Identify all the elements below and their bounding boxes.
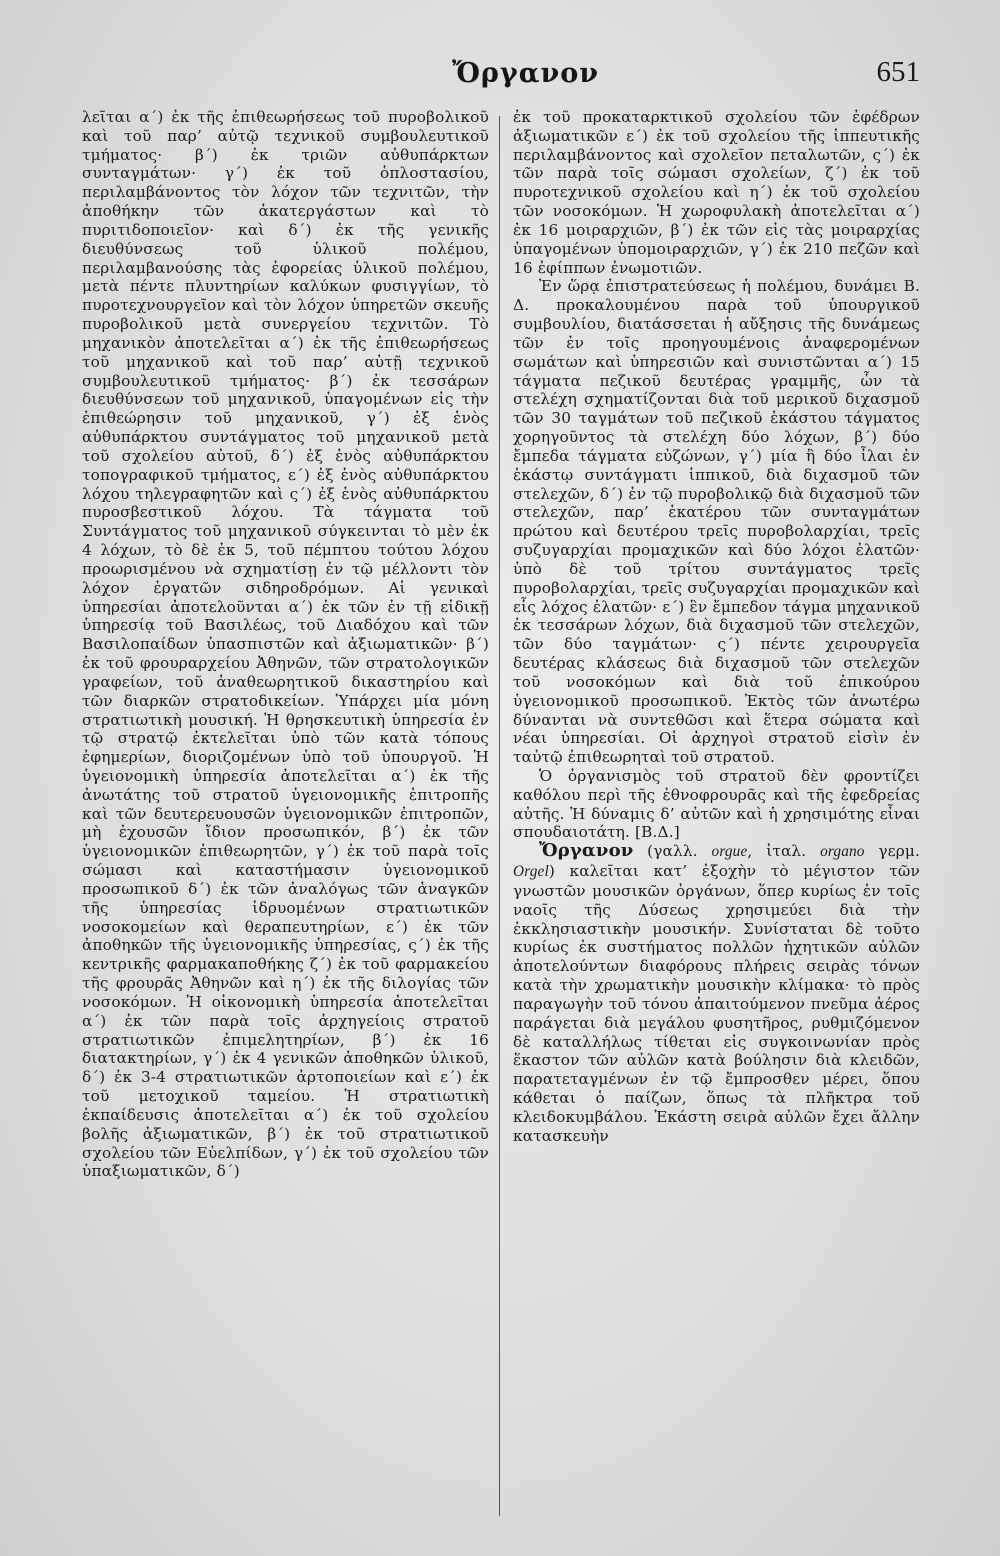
etymology-separator: γερμ. xyxy=(864,842,920,861)
column-divider xyxy=(499,116,500,1516)
paragraph: Ἐν ὥρᾳ ἐπιστρατεύσεως ἡ πολέμου, δυνάμει Β. Δ. προκαλουμένου παρὰ τοῦ ὑπουργικοῦ συμβουλίου, διατάσσεται ἡ αὔξησις τῆς δυνάμεως τῶν ἐν τοῖς προηγουμένοις ἀναφερομένων σωμάτων καὶ ὑπηρεσιῶν καὶ συνιστῶνται α΄) 15 τάγματα πεζικοῦ δευτέρας γραμμῆς, ὧν τὰ στελέχη σχηματίζονται διὰ τοῦ μερικοῦ διχασμοῦ τῶν 30 ταγμάτων τοῦ πεζικοῦ ἑκάστου τάγματος χορηγοῦντος τὰ στελέχη δύο λόχων, β΄) δύο ἔμπεδα τάγματα εὐζώνων, γ΄) μία ἢ δύο ἶλαι ἐν ἑκάστῳ συντάγματι ἱππικοῦ, διὰ διχασμοῦ τῶν στελεχῶν, δ΄) ἐν τῷ πυροβολικῷ διὰ διχασμοῦ τῶν στελεχῶν, παρ’ ἑκατέρου τῶν συνταγμάτων πρώτου καὶ δευτέρου τρεῖς πυροβολαρχίαι, τρεῖς συζυγαρχίαι προμαχικῶν καὶ δύο λόχοι ἐλατῶν· ὑπὸ δὲ τοῦ τρίτου συντάγματος τρεῖς πυροβολαρχίαι, τρεῖς συζυγαρχίαι προμαχικῶν καὶ εἷς λόχος ἐλατῶν· ε΄) ἓν ἔμπεδον τάγμα μηχανικοῦ ἐκ τεσσάρων λόχων, διὰ διχασμοῦ τῶν στελεχῶν, τῶν δύο ταγμάτων· ς΄) πέντε χειρουργεῖα δευτέρας κλάσεως διὰ διχασμοῦ τῶν στελεχῶν τοῦ νοσοκόμων καὶ διὰ τοῦ ἐπικούρου ὑγειονομικοῦ προσωπικοῦ. Ἐκτὸς τῶν ἀνωτέρω δύνανται νὰ συντεθῶσι καὶ ἕτερα σώματα καὶ νέαι ὑπηρεσίαι. Οἱ ἀρχηγοὶ στρατοῦ εἰσὶν ἐν ταὐτῷ ἐπιθεωρηταὶ τοῦ στρατοῦ. xyxy=(513,277,920,767)
paragraph: λεῖται α΄) ἐκ τῆς ἐπιθεωρήσεως τοῦ πυροβολικοῦ καὶ τοῦ παρ’ αὐτῷ τεχνικοῦ συμβουλευτικοῦ τμήματος· β΄) ἐκ τριῶν αὐθυπάρκτων συνταγμάτων· γ΄) ἐκ τοῦ ὁπλοστασίου, περιλαμβάνοντος τὸν λόχον τῶν τεχνιτῶν, τὴν ἀποθήκην τῶν ἀκατεργάστων καὶ τὸ πυριτιδοποιεῖον· καὶ δ΄) ἐκ τῆς γενικῆς διευθύνσεως τοῦ ὑλικοῦ πολέμου, περιλαμβανούσης τὰς ἐφορείας ὑλικοῦ πολέμου, μετὰ πέντε πλυντηρίων καλύκων φυσιγγίων, τὸ πυροτεχνουργεῖον καὶ τὸν λόχον ὑπηρετῶν σκευῆς πυροβολικοῦ μετὰ συνεργείου τεχνιτῶν. Τὸ μηχανικὸν ἀποτελεῖται α΄) ἐκ τῆς ἐπιθεωρήσεως τοῦ μηχανικοῦ καὶ τοῦ παρ’ αὐτῇ τεχνικοῦ συμβουλευτικοῦ τμήματος· β΄) ἐκ τεσσάρων διευθύνσεων τοῦ μηχανικοῦ, ὑπαγομένων εἰς τὴν ἐπιθεώρησιν τοῦ μηχανικοῦ, γ΄) ἐξ ἑνὸς αὐθυπάρκτου συντάγματος τοῦ μηχανικοῦ μετὰ τοῦ σχολείου αὐτοῦ, δ΄) ἐξ ἑνὸς αὐθυπάρκτου τοπογραφικοῦ τμήματος, ε΄) ἐξ ἑνὸς αὐθυπάρκτου λόχου τηλεγραφητῶν καὶ ς΄) ἐξ ἑνὸς αὐθυπάρκτου πυροσβεστικοῦ λόχου. Τὰ τάγματα τοῦ Συντάγματος τοῦ μηχανικοῦ σύγκεινται τὸ μὲν ἐκ 4 λόχων, τὸ δὲ ἐκ 5, τοῦ πέμπτου τούτου λόχου προωρισμένου νὰ σχηματίσῃ ἐν τῷ μέλλοντι τὸν λόχον ἐργατῶν σιδηροδρόμων. Αἱ γενικαὶ ὑπηρεσίαι ἀποτελοῦνται α΄) ἐκ τῶν ἐν τῇ εἰδικῇ ὑπηρεσίᾳ τοῦ Βασιλέως, τοῦ Διαδόχου καὶ τῶν Βασιλοπαίδων ὑπασπιστῶν καὶ ἀξιωματικῶν· β΄) ἐκ τοῦ φρουραρχείου Ἀθηνῶν, τῶν στρατολογικῶν γραφείων, τοῦ ἀναθεωρητικοῦ δικαστηρίου καὶ τῶν διαρκῶν στρατοδικείων. Ὑπάρχει μία μόνη στρατιωτικὴ μουσική. Ἡ θρησκευτικὴ ὑπηρεσία ἐν τῷ στρατῷ ἐκτελεῖται ὑπὸ τῶν κατὰ τόπους ἐφημερίων, διοριζομένων ὑπὸ τοῦ ὑπουργοῦ. Ἡ ὑγειονομικὴ ὑπηρεσία ἀποτελεῖται α΄) ἐκ τῆς ἀνωτάτης τοῦ στρατοῦ ὑγειονομικῆς ἐπιτροπῆς καὶ τῶν δευτερευουσῶν ὑγειονομικῶν ἐπιτροπῶν, μὴ ἐχουσῶν ἴδιον προσωπικόν, β΄) ἐκ τῶν ὑγειονομικῶν ἐπιθεωρητῶν, γ΄) ἐκ τοῦ παρὰ τοῖς σώμασι καὶ καταστήμασιν ὑγειονομικοῦ προσωπικοῦ δ΄) ἐκ τῶν ἀναλόγως τῶν ἀναγκῶν τῆς ὑπηρεσίας ἱδρυομένων στρατιωτικῶν νοσοκομείων καὶ θεραπευτηρίων, ε΄) ἐκ τῶν ἀποθηκῶν τῆς ὑγειονομικῆς ὑπηρεσίας, ς΄) ἐκ τῆς κεντρικῆς φαρμακαποθήκης ζ΄) ἐκ τοῦ φαρμακείου τῆς φρουρᾶς Ἀθηνῶν καὶ η΄) ἐκ τῆς διλογίας τῶν νοσοκόμων. Ἡ οἰκονομικὴ ὑπηρεσία ἀποτελεῖται α΄) ἐκ τῶν παρὰ τοῖς ἀρχηγείοις στρατοῦ στρατιωτικῶν ἐπιμελητηρίων, β΄) ἐκ 16 διατακτηρίων, γ΄) ἐκ 4 γενικῶν ἀποθηκῶν ὑλικοῦ, δ΄) ἐκ 3-4 στρατιωτικῶν ἀρτοποιείων καὶ ε΄) ἐκ τοῦ μετοχικοῦ ταμείου. Ἡ στρατιωτικὴ ἐκπαίδευσις ἀποτελεῖται α΄) ἐκ τοῦ σχολείου βολῆς ἀξιωματικῶν, β΄) ἐκ τοῦ στρατιωτικοῦ σχολείου τῶν Εὐελπίδων, γ΄) ἐκ τοῦ σχολείου τῶν ὑπαξιωματικῶν, δ΄) xyxy=(82,108,489,1181)
text-columns xyxy=(82,108,920,1520)
running-head: Ὄργανον xyxy=(452,58,599,89)
paragraph: Ὁ ὀργανισμὸς τοῦ στρατοῦ δὲν φροντίζει καθόλου περὶ τῆς ἐθνοφρουρᾶς καὶ τῆς ἐφεδρείας αὐτῆς. Ἡ δύναμις δ’ αὐτῶν καὶ ἡ χρησιμότης εἶναι σπουδαιοτάτη. [Β.Δ.] xyxy=(513,766,920,842)
right-column xyxy=(513,108,920,1520)
left-column xyxy=(82,108,489,1520)
etymology-italian: organo xyxy=(820,843,865,861)
page-number: 651 xyxy=(876,56,920,88)
entry-headword: Ὄργανον xyxy=(539,840,634,862)
etymology-separator: , ἰταλ. xyxy=(747,842,821,861)
etymology-open: (γαλλ. xyxy=(633,842,712,861)
page-header xyxy=(0,52,1000,96)
dictionary-entry xyxy=(513,842,920,1145)
paragraph: ἐκ τοῦ προκαταρκτικοῦ σχολείου τῶν ἐφέδρων ἀξιωματικῶν ε΄) ἐκ τοῦ σχολείου τῆς ἱππευτικῆς περιλαμβάνοντος καὶ σχολεῖον πεταλωτῶν, ς΄) ἐκ τῶν παρὰ τοῖς σώμασι σχολείων, ζ΄) ἐκ τοῦ πυροτεχνικοῦ σχολείου καὶ η΄) ἐκ τοῦ σχολείου τῶν νοσοκόμων. Ἡ χωροφυλακὴ ἀποτελεῖται α΄) ἐκ 16 μοιραρχιῶν, β΄) ἐκ τῶν εἰς τὰς μοιραρχίας ὑπαγομένων ὑπομοιραρχιῶν, γ΄) ἐκ 210 πεζῶν καὶ 16 ἐφίππων ἐνωμοτιῶν. xyxy=(513,108,920,277)
etymology-french: orgue xyxy=(711,843,748,861)
entry-body: ) καλεῖται κατ’ ἐξοχὴν τὸ μέγιστον τῶν γνωστῶν μουσικῶν ὀργάνων, ὅπερ κυρίως ἐν τοῖς ναοῖς τῆς Δύσεως χρησιμεύει διὰ τὴν ἐκκλησιαστικὴν μουσικήν. Συνίσταται δὲ τοῦτο κυρίως ἐκ συστήματος πολλῶν ἠχητικῶν αὐλῶν ἀποτελούντων διαφόρους πλήρεις σειρὰς τόνων κατὰ τὴν χρωματικὴν μουσικὴν κλίμακα· τὸ πρὸς παραγωγὴν τοῦ τόνου ἀπαιτούμενον πνεῦμα ἀέρος παράγεται διὰ μεγάλου φυσητῆρος, ρυθμιζόμενον δὲ καταλλήλως τίθεται εἰς συγκοινωνίαν πρὸς ἕκαστον τῶν αὐλῶν κατὰ βούλησιν διὰ κλειδῶν, παρατεταγμένων ἐν τῷ ἔμπροσθεν μέρει, ὅπου κάθεται ὁ παίζων, ὅπως τὰ πλῆκτρα τοῦ κλειδοκυμβάλου. Ἑκάστη σειρὰ αὐλῶν ἔχει ἄλλην κατασκευὴν xyxy=(513,862,920,1145)
etymology-german: Orgel xyxy=(513,863,549,881)
